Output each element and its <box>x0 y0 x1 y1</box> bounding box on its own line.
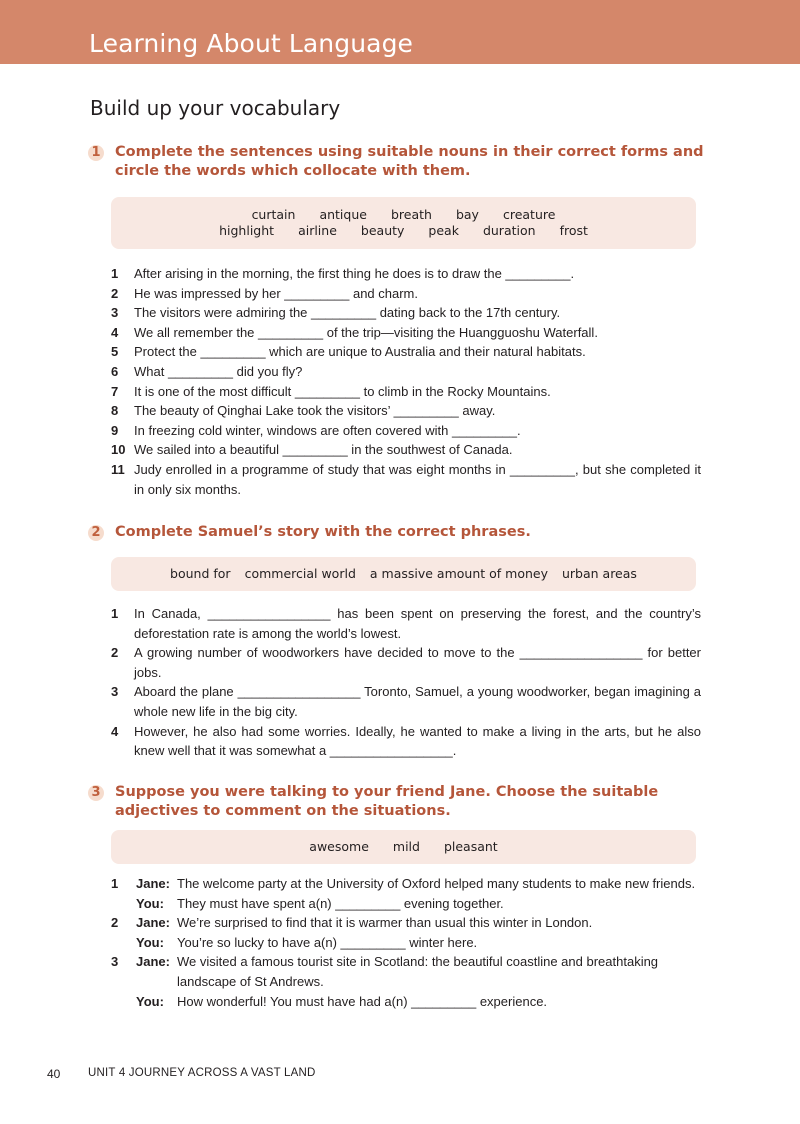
word: airline <box>298 223 337 238</box>
item-text: The beauty of Qinghai Lake took the visitors’ _________ away. <box>134 403 496 419</box>
word: highlight <box>219 223 275 238</box>
item-text: It is one of the most difficult _________ to climb in the Rocky Mountains. <box>134 383 551 399</box>
item-number: 7 <box>111 383 119 399</box>
dialogue <box>111 913 701 952</box>
item-number: 2 <box>111 285 119 301</box>
exercise-instruction: Suppose you were talking to your friend Jane. Choose the suitable adjectives to comment on the situations. <box>115 784 659 819</box>
word: antique <box>319 207 367 222</box>
item-text: In Canada, _________________ has been spent on preserving the forest, and the country’s deforestation rate is among the world’s lowest. <box>134 606 701 641</box>
item-text: However, he also had some worries. Ideally, he wanted to make a living in the arts, but he also knew well that it was somewhat a _________________. <box>134 723 701 759</box>
you-text: You’re so lucky to have a(n) _________ winter here. <box>177 934 478 950</box>
you-text: They must have spent a(n) _________ evening together. <box>177 895 504 911</box>
exercise-1-items <box>111 264 701 499</box>
word: duration <box>482 223 536 238</box>
phrase-box <box>111 557 696 591</box>
speaker-you: You: <box>136 895 164 911</box>
list-item <box>111 303 701 323</box>
page-number: 40 <box>47 1067 61 1081</box>
word-row <box>111 223 696 238</box>
item-number: 9 <box>111 422 119 438</box>
item-number: 11 <box>111 461 125 477</box>
item-number: 2 <box>111 915 119 931</box>
item-number: 3 <box>111 684 119 700</box>
list-item <box>111 342 701 362</box>
item-text: A growing number of woodworkers have decided to move to the _________________ for better jobs. <box>134 645 701 680</box>
exercise-instruction: Complete the sentences using suitable nouns in their correct forms and circle the words which collocate with them. <box>115 144 704 179</box>
page-banner <box>0 0 800 64</box>
jane-text: We’re surprised to find that it is warmer than usual this winter in London. <box>177 915 593 931</box>
speaker-jane: Jane: <box>136 876 170 891</box>
item-text: Protect the _________ which are unique to Australia and their natural habitats. <box>134 344 586 360</box>
item-number: 1 <box>111 266 119 281</box>
speaker-you: You: <box>136 934 164 950</box>
item-text: He was impressed by her _________ and charm. <box>134 285 418 301</box>
word: creature <box>502 207 556 222</box>
item-text: Judy enrolled in a programme of study that was eight months in _________, but she completed it in only six months. <box>134 461 701 497</box>
item-number: 5 <box>111 344 119 360</box>
word: mild <box>392 839 420 854</box>
jane-text: The welcome party at the University of Oxford helped many students to make new friends. <box>177 876 696 891</box>
speaker-jane: Jane: <box>136 915 170 931</box>
list-item <box>111 421 701 441</box>
dialogue-line-you <box>111 992 701 1012</box>
exercise-instruction: Complete Samuel’s story with the correct phrases. <box>115 524 531 540</box>
section-title: Build up your vocabulary <box>90 96 341 120</box>
banner-title: Learning About Language <box>89 29 414 58</box>
you-text: How wonderful! You must have had a(n) _________ experience. <box>177 993 548 1009</box>
item-text: After arising in the morning, the first thing he does is to draw the _________. <box>134 266 575 281</box>
dialogue <box>111 952 701 1011</box>
dialogue-line-jane <box>111 913 701 933</box>
word: awesome <box>309 839 369 854</box>
word: frost <box>559 223 588 238</box>
item-number: 6 <box>111 363 119 379</box>
item-number: 3 <box>111 305 119 321</box>
list-item <box>111 382 701 402</box>
item-number: 4 <box>111 324 119 340</box>
dialogue <box>111 874 701 913</box>
word-box-1 <box>111 197 696 249</box>
word: peak <box>428 223 459 238</box>
list-item <box>111 604 701 643</box>
item-text: In freezing cold winter, windows are often covered with _________. <box>134 422 521 438</box>
list-item <box>111 682 701 721</box>
phrase: bound for <box>170 566 231 581</box>
speaker-jane: Jane: <box>136 954 170 970</box>
speaker-you: You: <box>136 993 164 1009</box>
dialogue-line-jane <box>111 952 701 991</box>
item-number: 3 <box>111 954 119 970</box>
list-item <box>111 643 701 682</box>
item-number: 1 <box>111 606 119 621</box>
exercise-2-items <box>111 604 701 761</box>
phrase: commercial world <box>244 566 356 581</box>
item-text: We all remember the _________ of the trip—visiting the Huangguoshu Waterfall. <box>134 324 598 340</box>
list-item <box>111 284 701 304</box>
word: bay <box>455 207 479 222</box>
word-box-3 <box>111 830 696 864</box>
list-item <box>111 401 701 421</box>
item-text: We sailed into a beautiful _________ in the southwest of Canada. <box>134 442 513 458</box>
list-item <box>111 323 701 343</box>
list-item <box>111 362 701 382</box>
item-number: 10 <box>111 442 126 458</box>
list-item <box>111 722 701 761</box>
phrase: a massive amount of money <box>369 566 548 581</box>
item-number: 1 <box>111 876 119 891</box>
item-number: 4 <box>111 723 119 739</box>
dialogue-line-you <box>111 894 701 914</box>
list-item <box>111 460 701 499</box>
jane-text: We visited a famous tourist site in Scotland: the beautiful coastline and breathtaking landscape of St Andrews. <box>177 954 659 989</box>
dialogue-line-you <box>111 933 701 953</box>
word: beauty <box>360 223 405 238</box>
item-text: Aboard the plane _________________ Toronto, Samuel, a young woodworker, began imagining a whole new life in the big city. <box>134 684 701 719</box>
word: curtain <box>251 207 296 222</box>
list-item <box>111 264 701 284</box>
dialogue-line-jane <box>111 874 701 894</box>
word-row <box>111 839 696 854</box>
list-item <box>111 440 701 460</box>
item-text: What _________ did you fly? <box>134 363 303 379</box>
phrase: urban areas <box>561 566 637 581</box>
phrase-row <box>111 566 696 581</box>
word: breath <box>390 207 432 222</box>
exercise-number: 1 <box>88 145 104 161</box>
exercise-number: 2 <box>88 525 104 541</box>
item-number: 8 <box>111 403 119 419</box>
word: pleasant <box>443 839 498 854</box>
item-number: 2 <box>111 645 119 661</box>
exercise-3-dialogues <box>111 874 701 1011</box>
item-text: The visitors were admiring the _________ dating back to the 17th century. <box>134 305 561 321</box>
word-row <box>111 207 696 222</box>
exercise-number: 3 <box>88 785 104 801</box>
unit-title: UNIT 4 JOURNEY ACROSS A VAST LAND <box>88 1067 316 1079</box>
